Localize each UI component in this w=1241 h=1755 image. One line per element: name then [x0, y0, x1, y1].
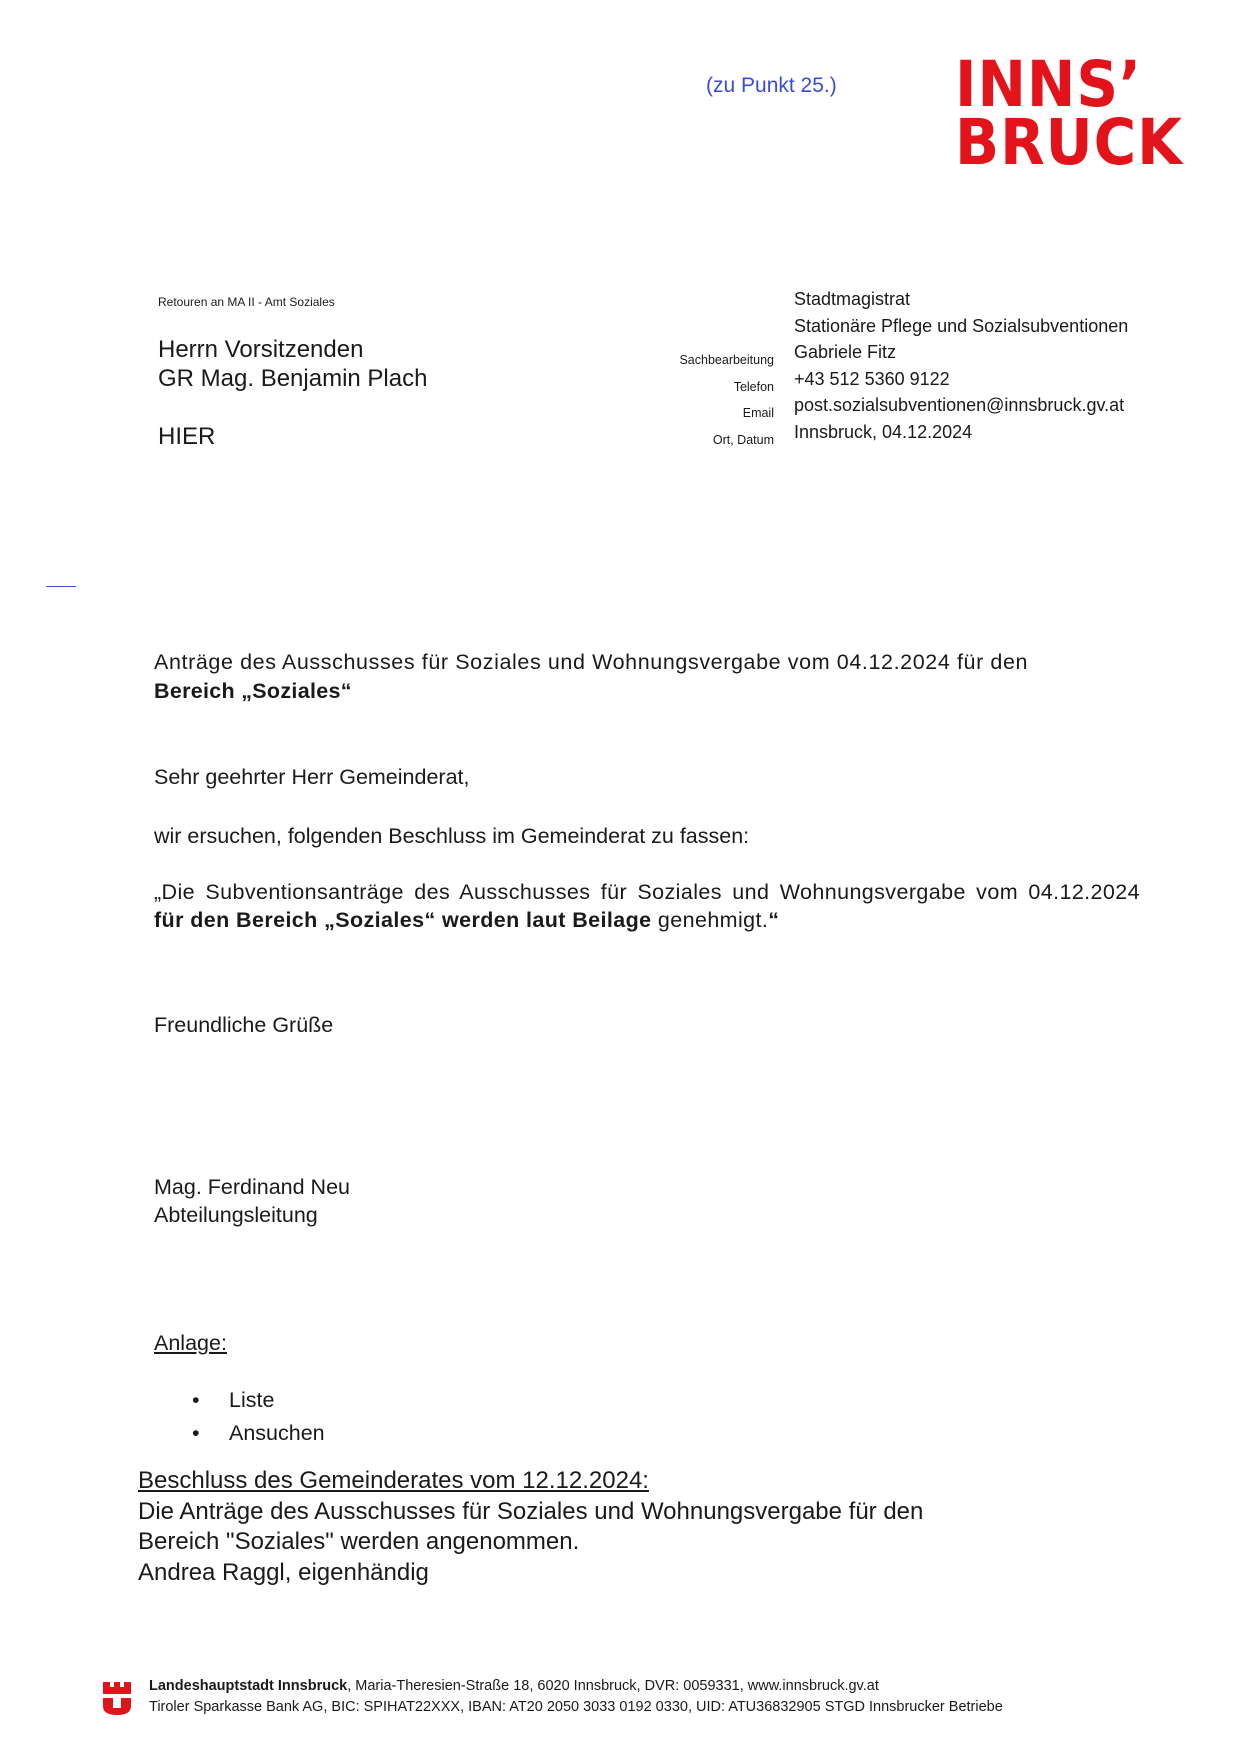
- bullet-icon: •: [192, 1421, 200, 1445]
- decision-line-3: Andrea Raggl, eigenhändig: [138, 1558, 429, 1586]
- bullet-icon: •: [192, 1388, 200, 1412]
- clerk-label: Sachbearbeitung: [679, 353, 774, 367]
- footer: [149, 1676, 1003, 1718]
- email-label: Email: [742, 406, 774, 420]
- resolution-part-1: „Die Subventionsanträge des Ausschusses für Soziales und Wohnungsvergabe vom 04.12.2024: [154, 880, 1140, 904]
- list-item: [188, 1384, 325, 1417]
- phone-value: +43 512 5360 9122: [794, 368, 950, 389]
- footer-line-1: [149, 1676, 1003, 1697]
- agenda-note: (zu Punkt 25.): [706, 74, 837, 97]
- recipient-line-2: GR Mag. Benjamin Plach: [158, 365, 428, 392]
- council-decision-stamp: [138, 1466, 923, 1588]
- recipient-block: [158, 335, 427, 451]
- city-emblem-icon: [102, 1680, 132, 1716]
- footer-address: , Maria-Theresien-Straße 18, 6020 Innsbruck, DVR: 0059331, www.innsbruck.gv.at: [347, 1678, 879, 1694]
- attachment-list: [188, 1384, 325, 1450]
- place-date-label: Ort, Datum: [712, 432, 774, 447]
- attachment-title: Anlage:: [154, 1331, 227, 1355]
- resolution-text: [154, 878, 1140, 934]
- resolution-closing-quote: “: [768, 908, 780, 932]
- request-text: wir ersuchen, folgenden Beschluss im Gemeinderat zu fassen:: [154, 824, 750, 848]
- return-address: Retouren an MA II - Amt Soziales: [158, 295, 335, 309]
- office-line-2: Stationäre Pflege und Sozialsubventionen: [794, 315, 1129, 336]
- greeting: Freundliche Grüße: [154, 1013, 334, 1037]
- meta-labels: [590, 347, 774, 453]
- clerk-value: Gabriele Fitz: [794, 342, 897, 362]
- email-value: post.sozialsubventionen@innsbruck.gv.at: [794, 395, 1125, 415]
- recipient-line-3: HIER: [158, 423, 216, 450]
- attachment-label: Liste: [229, 1388, 275, 1412]
- resolution-bold: für den Bereich „Soziales“ werden laut Beilage: [154, 908, 652, 932]
- phone-label: Telefon: [733, 379, 774, 394]
- margin-mark: [46, 586, 76, 587]
- subject-text: Anträge des Ausschusses für Soziales und Wohnungsvergabe vom 04.12.2024 für den: [154, 650, 1029, 674]
- meta-values: [794, 286, 1128, 445]
- decision-line-2: Bereich "Soziales" werden angenommen.: [138, 1528, 580, 1555]
- recipient-line-1: Herrn Vorsitzenden: [158, 336, 364, 363]
- signer-title: Abteilungsleitung: [154, 1203, 318, 1227]
- logo-line-1: INNS’: [955, 48, 1142, 121]
- decision-line-1: Die Anträge des Ausschusses für Soziales und Wohnungsvergabe für den: [138, 1497, 924, 1525]
- attachment-label: Ansuchen: [229, 1421, 325, 1445]
- office-line-1: Stadtmagistrat: [794, 289, 911, 309]
- signer-block: [154, 1173, 350, 1229]
- list-item: [188, 1417, 325, 1450]
- signer-name: Mag. Ferdinand Neu: [154, 1175, 350, 1199]
- resolution-part-2: genehmigt.: [651, 908, 769, 932]
- logo-line-2: BRUCK: [955, 106, 1183, 179]
- innsbruck-logo: [955, 48, 1195, 179]
- decision-title: Beschluss des Gemeinderates vom 12.12.2024:: [138, 1467, 649, 1494]
- place-date-value: Innsbruck, 04.12.2024: [794, 421, 973, 442]
- subject-line: [154, 648, 1140, 706]
- subject-bold: Bereich „Soziales“: [154, 679, 352, 703]
- salutation: Sehr geehrter Herr Gemeinderat,: [154, 765, 470, 789]
- footer-org: Landeshauptstadt Innsbruck: [149, 1678, 348, 1694]
- footer-line-2: Tiroler Sparkasse Bank AG, BIC: SPIHAT22XXX, IBAN: AT20 2050 3033 0192 0330, UID: ATU36832905 STGD Innsbrucker Betriebe: [149, 1699, 1003, 1715]
